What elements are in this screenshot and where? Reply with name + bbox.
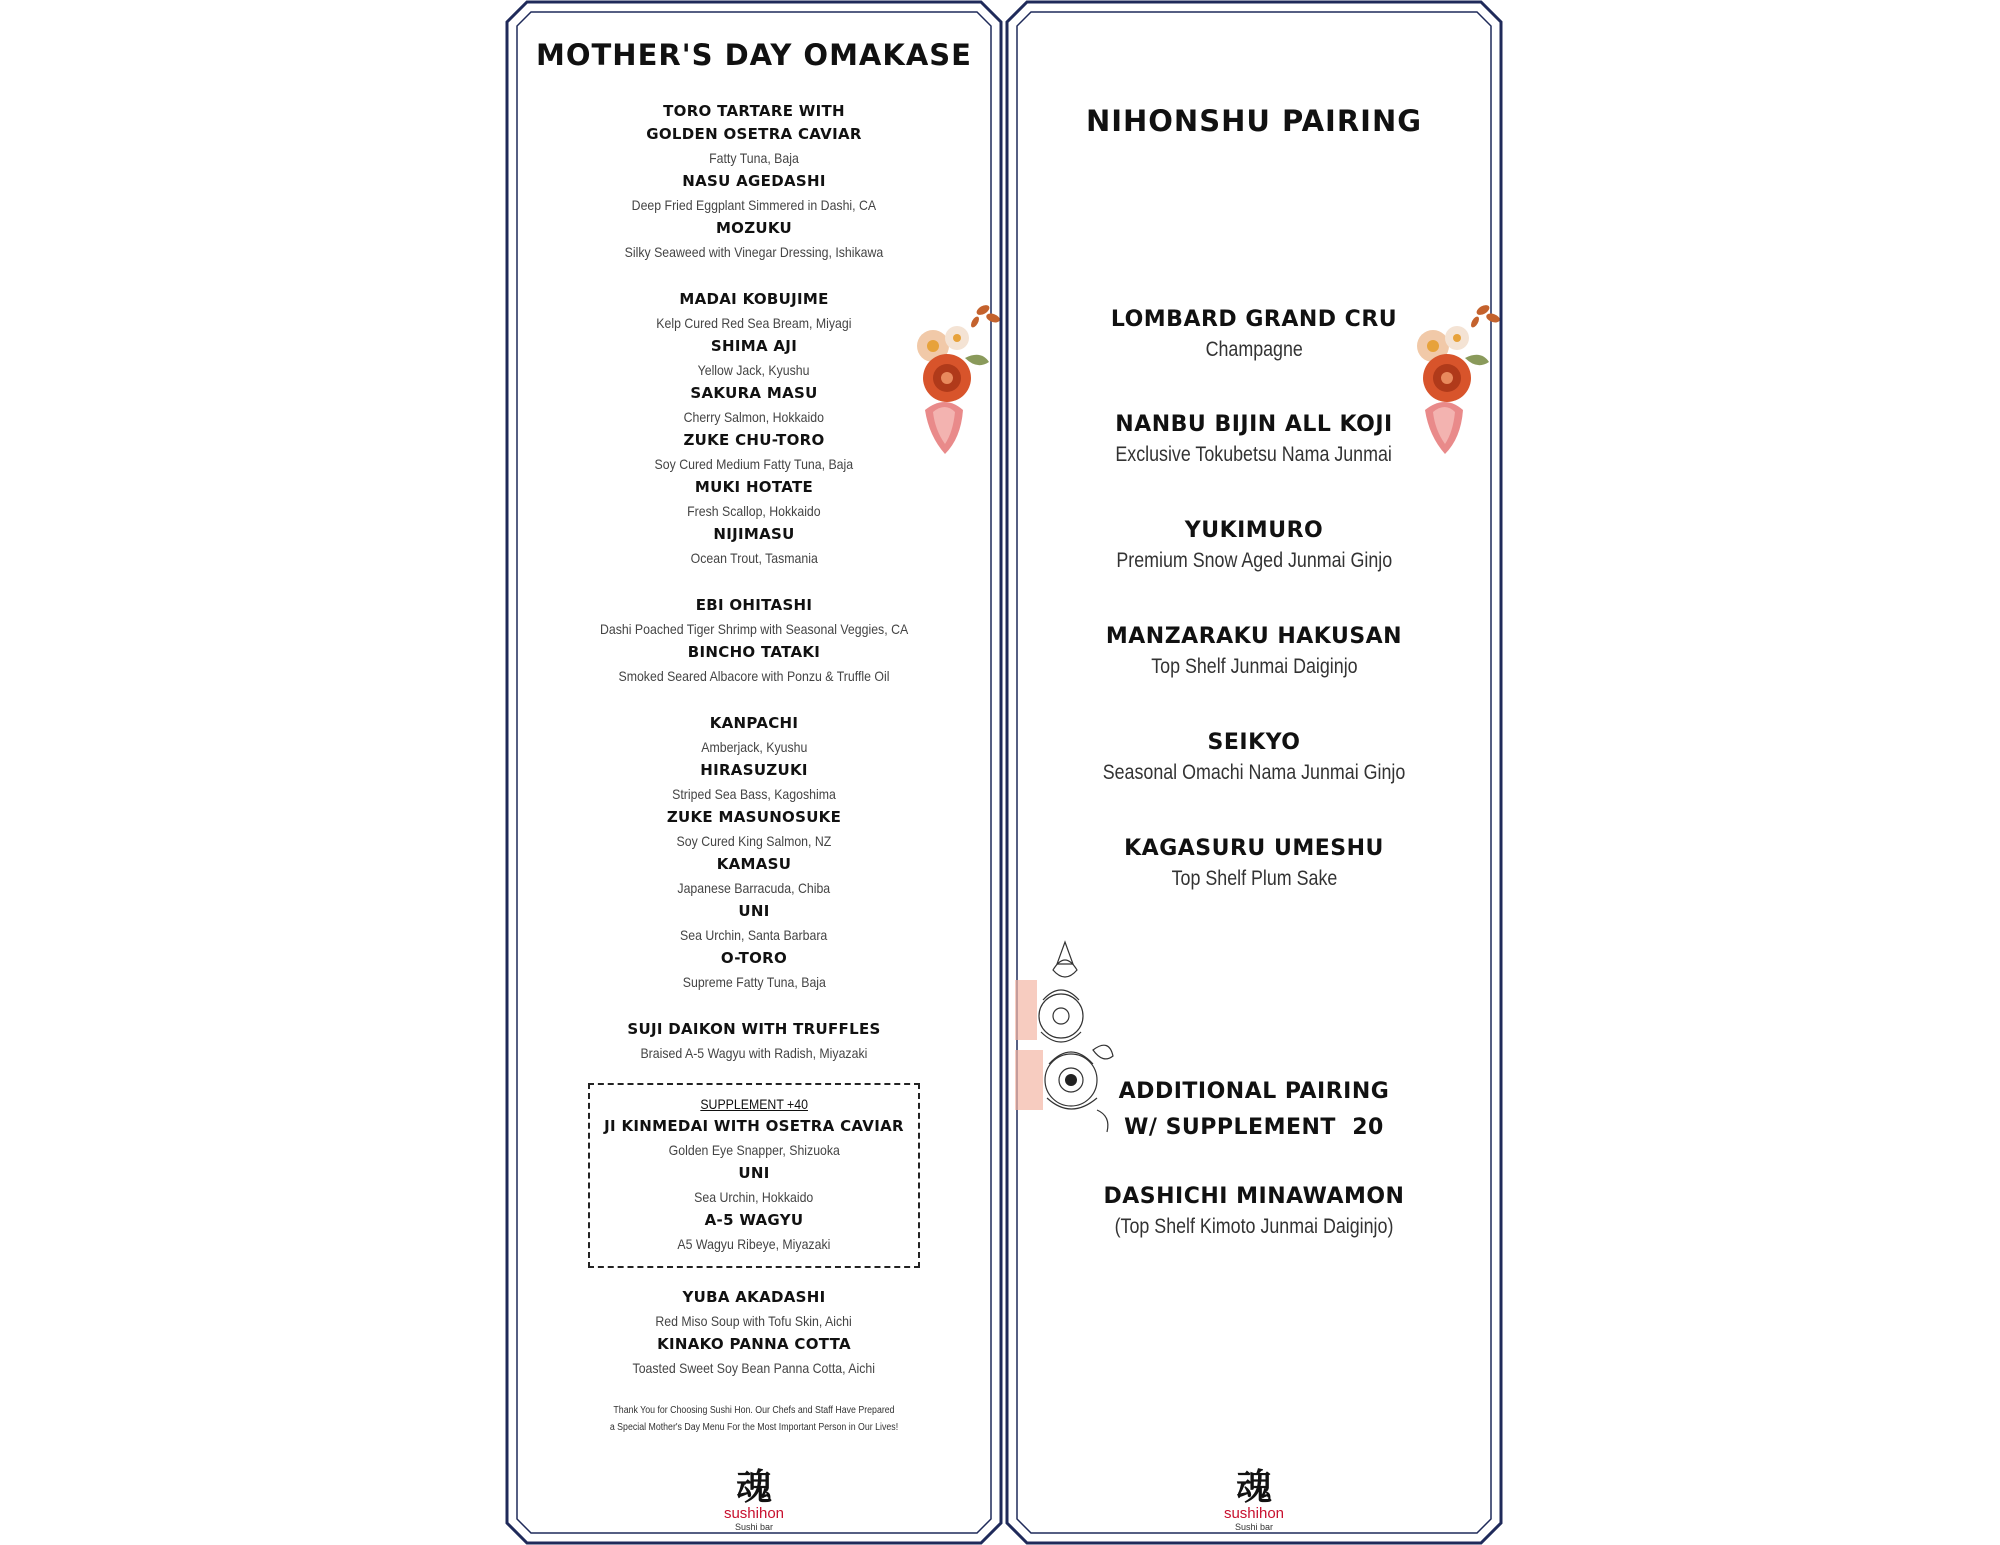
course-item [505, 594, 1003, 641]
additional-line: W/ SUPPLEMENT 20 [1124, 1115, 1384, 1140]
course-name: EBI OHITASHI [695, 596, 813, 614]
pairing-name: KAGASURU UMESHU [1124, 836, 1384, 861]
pairing-description: Exclusive Tokubetsu Nama Junmai [1115, 443, 1393, 466]
course-item [505, 712, 1003, 759]
course-item [505, 1333, 1003, 1380]
pairing-item [1005, 834, 1503, 894]
course-name: GOLDEN OSETRA CAVIAR [646, 125, 862, 143]
pairing-description: Top Shelf Plum Sake [1171, 867, 1337, 890]
pairing-name: NANBU BIJIN ALL KOJI [1115, 412, 1393, 437]
course-description: Braised A-5 Wagyu with Radish, Miyazaki [640, 1045, 868, 1061]
course-description: Sea Urchin, Hokkaido [694, 1189, 814, 1205]
thank-you-note [535, 1402, 973, 1436]
logo-brand: sushihon [723, 1505, 785, 1522]
sushihon-logo [505, 1468, 1003, 1532]
additional-line: ADDITIONAL PAIRING [1118, 1079, 1390, 1104]
course-name: SAKURA MASU [690, 384, 818, 402]
course-item [590, 1162, 918, 1209]
supplement-heading: SUPPLEMENT +40 [700, 1096, 808, 1112]
course-name: UNI [738, 902, 770, 920]
flower-decoration-icon [1405, 298, 1503, 458]
pairing-name: MANZARAKU HAKUSAN [1105, 624, 1403, 649]
course-description: A5 Wagyu Ribeye, Miyazaki [677, 1236, 831, 1252]
pairing-description: Premium Snow Aged Junmai Ginjo [1116, 549, 1392, 572]
pairing-name: SEIKYO [1207, 730, 1301, 755]
menu-title: MOTHER'S DAY OMAKASE [536, 38, 972, 72]
course-item [505, 947, 1003, 994]
course-name: NASU AGEDASHI [682, 172, 826, 190]
course-name: SHIMA AJI [710, 337, 798, 355]
course-item [505, 641, 1003, 688]
supplement-box [588, 1083, 920, 1268]
course-item [505, 523, 1003, 570]
course-name: SUJI DAIKON WITH TRUFFLES [627, 1020, 881, 1038]
course-description: Dashi Poached Tiger Shrimp with Seasonal Veggies, CA [599, 621, 909, 637]
course-description: Soy Cured Medium Fatty Tuna, Baja [654, 456, 854, 472]
pairing-name: YUKIMURO [1184, 518, 1324, 543]
course-name: TORO TARTARE WITH [663, 102, 845, 120]
course-description: Fresh Scallop, Hokkaido [687, 503, 821, 519]
pairing-description: Champagne [1205, 338, 1303, 361]
pairing-description: (Top Shelf Kimoto Junmai Daiginjo) [1114, 1215, 1394, 1238]
omakase-menu-panel [505, 0, 1003, 1545]
course-description: Red Miso Soup with Tofu Skin, Aichi [655, 1313, 853, 1329]
pairing-description: Seasonal Omachi Nama Junmai Ginjo [1102, 761, 1406, 784]
course-name: KINAKO PANNA COTTA [657, 1335, 851, 1353]
course-description: Sea Urchin, Santa Barbara [680, 927, 828, 943]
course-item [505, 100, 1003, 170]
sushihon-logo [1005, 1468, 1503, 1532]
flower-decoration-icon [905, 298, 1003, 458]
thank-you-line: Thank You for Choosing Sushi Hon. Our Chefs and Staff Have Prepared [613, 1405, 895, 1416]
pairing-name: LOMBARD GRAND CRU [1110, 307, 1398, 332]
logo-subtitle: Sushi bar [1234, 1522, 1274, 1532]
course-name: O-TORO [720, 949, 788, 967]
course-name: A-5 WAGYU [704, 1211, 804, 1229]
course-name: KANPACHI [709, 714, 799, 732]
pairing-item [1005, 1182, 1503, 1242]
course-description: Ocean Trout, Tasmania [690, 550, 818, 566]
course-item [505, 476, 1003, 523]
course-description: Soy Cured King Salmon, NZ [676, 833, 832, 849]
course-item [505, 900, 1003, 947]
pairing-description: Top Shelf Junmai Daiginjo [1150, 655, 1358, 678]
logo-subtitle: Sushi bar [734, 1522, 774, 1532]
course-description: Japanese Barracuda, Chiba [677, 880, 831, 896]
pairing-item [1005, 622, 1503, 682]
course-item [505, 806, 1003, 853]
course-name: ZUKE MASUNOSUKE [666, 808, 842, 826]
course-item [505, 853, 1003, 900]
course-description: Cherry Salmon, Hokkaido [683, 409, 825, 425]
course-name: ZUKE CHU-TORO [683, 431, 825, 449]
logo-glyph: 魂 [735, 1466, 772, 1508]
line-art-flower-icon [1013, 940, 1117, 1140]
course-name: UNI [738, 1164, 770, 1182]
course-item [505, 1286, 1003, 1333]
course-description: Striped Sea Bass, Kagoshima [672, 786, 836, 802]
thank-you-line: a Special Mother's Day Menu For the Most Important Person in Our Lives! [609, 1422, 899, 1433]
course-description: Yellow Jack, Kyushu [698, 362, 810, 378]
course-description: Golden Eye Snapper, Shizuoka [668, 1142, 840, 1158]
pairing-menu-panel [1005, 0, 1503, 1545]
course-name: JI KINMEDAI WITH OSETRA CAVIAR [604, 1117, 904, 1135]
course-name: BINCHO TATAKI [687, 643, 821, 661]
course-item [505, 170, 1003, 217]
course-item [505, 217, 1003, 264]
course-description: Kelp Cured Red Sea Bream, Miyagi [656, 315, 852, 331]
course-name: HIRASUZUKI [700, 761, 808, 779]
course-description: Deep Fried Eggplant Simmered in Dashi, CA [631, 197, 877, 213]
pairing-item [1005, 516, 1503, 576]
logo-brand: sushihon [1223, 1505, 1285, 1522]
pairing-name: DASHICHI MINAWAMON [1103, 1184, 1405, 1209]
pairing-item [1005, 728, 1503, 788]
pairing-title: NIHONSHU PAIRING [1085, 104, 1423, 138]
course-description: Fatty Tuna, Baja [709, 150, 799, 166]
logo-glyph: 魂 [1235, 1466, 1272, 1508]
course-description: Amberjack, Kyushu [700, 739, 808, 755]
course-item [590, 1115, 918, 1162]
course-name: MADAI KOBUJIME [679, 290, 829, 308]
course-name: MOZUKU [715, 219, 793, 237]
course-description: Silky Seaweed with Vinegar Dressing, Ishikawa [624, 244, 884, 260]
course-name: KAMASU [716, 855, 792, 873]
course-item [505, 1018, 1003, 1065]
course-description: Smoked Seared Albacore with Ponzu & Truffle Oil [618, 668, 890, 684]
course-description: Supreme Fatty Tuna, Baja [682, 974, 826, 990]
course-name: YUBA AKADASHI [682, 1288, 826, 1306]
course-name: MUKI HOTATE [694, 478, 814, 496]
course-item [505, 759, 1003, 806]
course-item [590, 1209, 918, 1256]
course-name: NIJIMASU [713, 525, 795, 543]
course-description: Toasted Sweet Soy Bean Panna Cotta, Aichi [632, 1360, 876, 1376]
